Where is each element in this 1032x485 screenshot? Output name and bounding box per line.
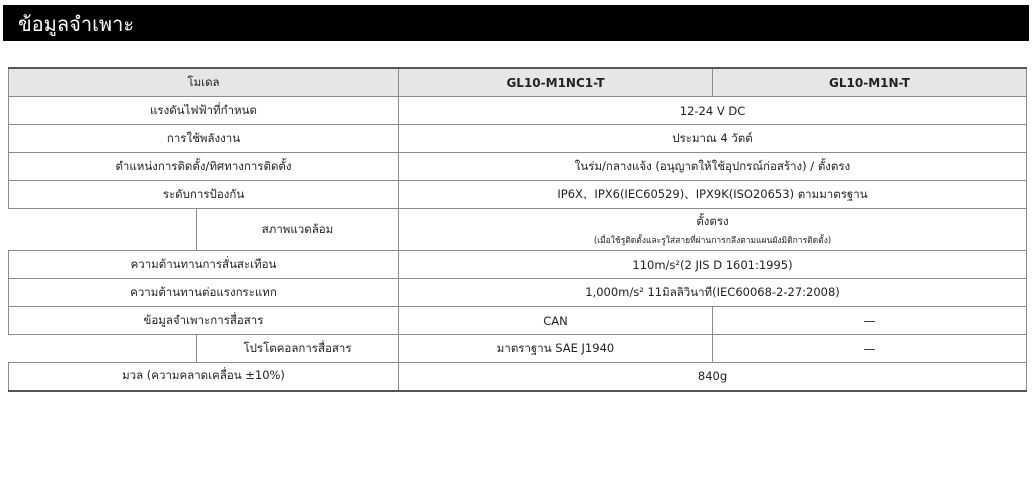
row-label-environment: สภาพแวดล้อม (197, 209, 399, 251)
row-label-vibration: ความต้านทานการสั่นสะเทือน (9, 251, 399, 279)
table-row (9, 335, 1027, 363)
row-label-position: ตำแหน่งการติดตั้ง/ทิศทางการติดตั้ง (9, 153, 399, 181)
header-model-label: โมเดล (9, 68, 399, 97)
table-row (9, 279, 1027, 307)
row-label-protection: ระดับการป้องกัน (9, 181, 399, 209)
row-label-comm: ข้อมูลจำเพาะการสื่อสาร (9, 307, 399, 335)
indent-cell (9, 209, 197, 251)
environment-value: ตั้งตรง (696, 213, 729, 228)
row-value-comm-2: — (713, 307, 1027, 335)
table-row (9, 363, 1027, 391)
row-label-protocol: โปรโตคอลการสื่อสาร (197, 335, 399, 363)
page-title: ข้อมูลจำเพาะ (18, 12, 135, 36)
row-value-power: ประมาณ 4 วัตต์ (399, 125, 1027, 153)
table-row (9, 125, 1027, 153)
environment-note: (เมื่อใช้รูติดตั้งและรูใส่สายที่ผ่านการกลึงตามแผนผังมิติการติดตั้ง) (593, 235, 832, 246)
table-row (9, 181, 1027, 209)
row-label-shock: ความต้านทานต่อแรงกระแทก (9, 279, 399, 307)
row-value-comm-1: CAN (399, 307, 713, 335)
row-value-vibration: 110m/s²(2 JIS D 1601:1995) (399, 251, 1027, 279)
indent-cell (9, 335, 197, 363)
header-model-1: GL10-M1NC1-T (399, 68, 713, 97)
table-header-row (9, 68, 1027, 97)
title-bar (3, 5, 1029, 41)
row-value-protection: IP6X、IPX6(IEC60529)、IPX9K(ISO20653) ตามมาตรฐาน (399, 181, 1027, 209)
row-value-environment (399, 209, 1027, 251)
table-row (9, 153, 1027, 181)
row-label-power: การใช้พลังงาน (9, 125, 399, 153)
table-row (9, 97, 1027, 125)
table-row (9, 307, 1027, 335)
row-value-weight: 840g (399, 363, 1027, 391)
table-row (9, 251, 1027, 279)
table-row (9, 209, 1027, 251)
row-value-protocol-1: มาตราฐาน SAE J1940 (399, 335, 713, 363)
row-label-weight: มวล (ความคลาดเคลื่อน ±10%) (9, 363, 399, 391)
row-label-voltage: แรงดันไฟฟ้าที่กำหนด (9, 97, 399, 125)
header-model-2: GL10-M1N-T (713, 68, 1027, 97)
row-value-position: ในร่ม/กลางแจ้ง (อนุญาตให้ใช้อุปกรณ์ก่อสร้าง) / ตั้งตรง (399, 153, 1027, 181)
spec-table (8, 67, 1027, 392)
row-value-protocol-2: — (713, 335, 1027, 363)
row-value-shock: 1,000m/s² 11มิลลิวินาที(IEC60068-2-27:2008) (399, 279, 1027, 307)
row-value-voltage: 12-24 V DC (399, 97, 1027, 125)
